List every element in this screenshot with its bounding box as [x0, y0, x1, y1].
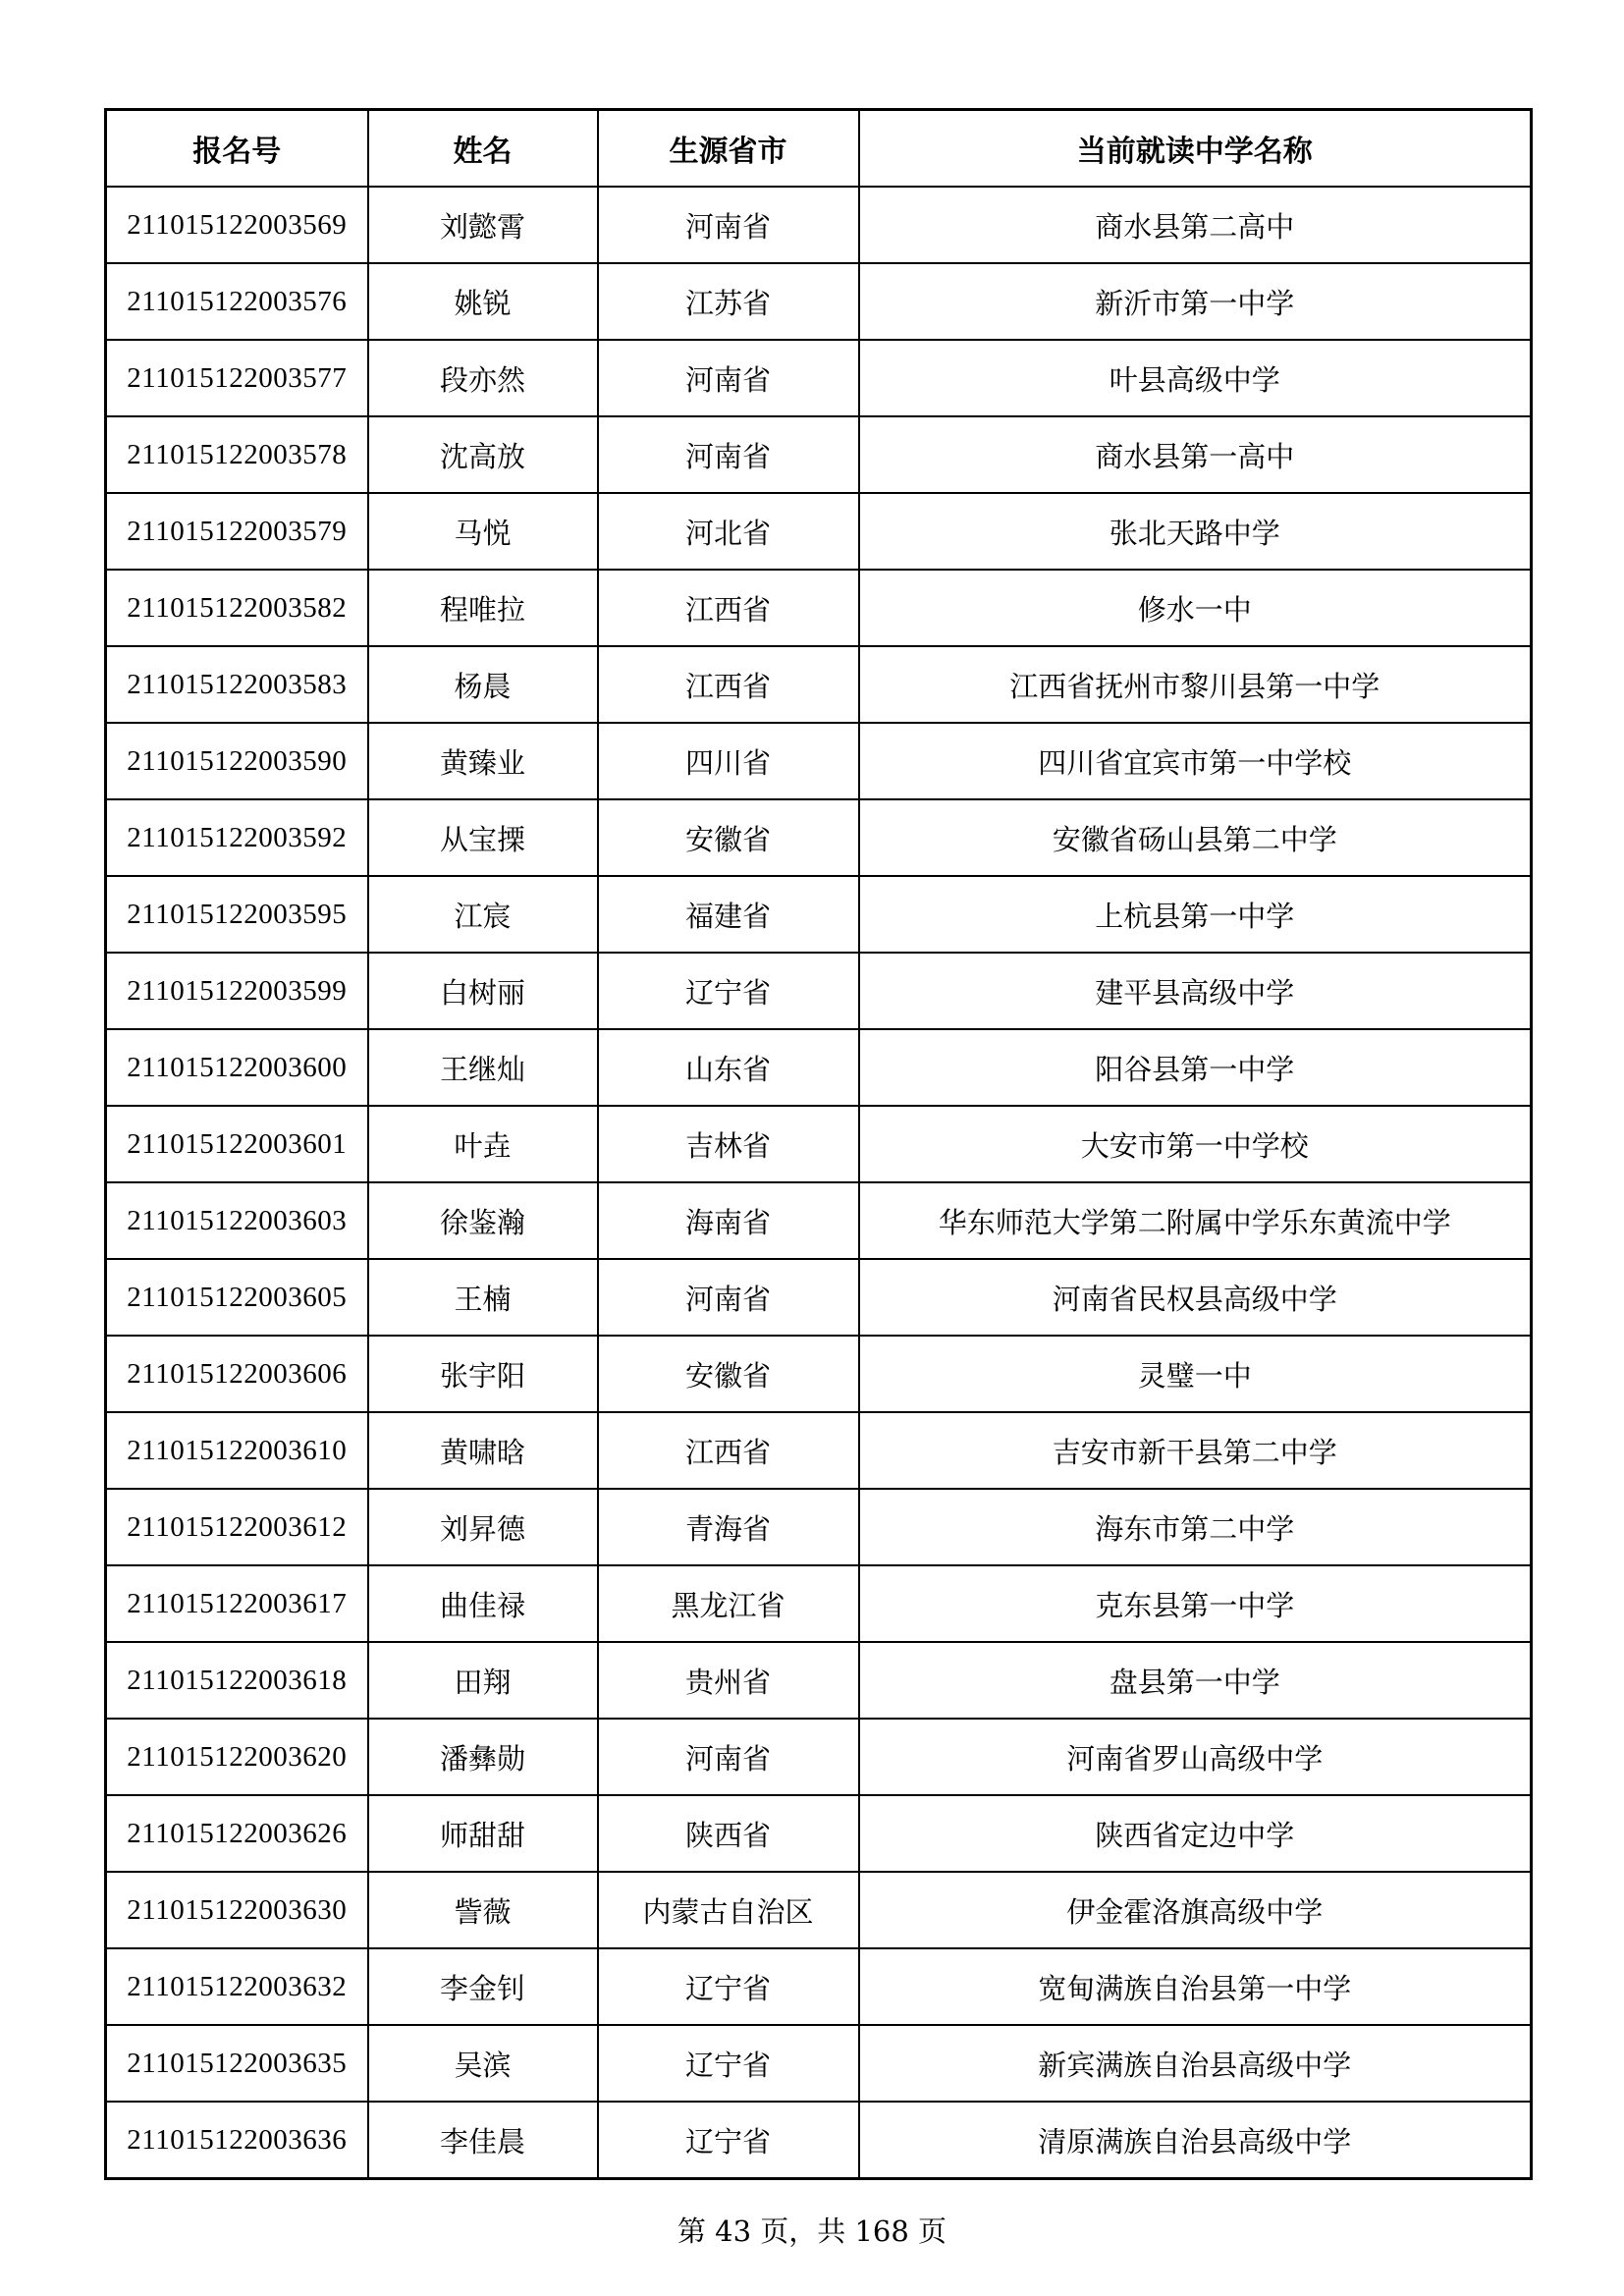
- registration-number-cell: 211015122003569: [106, 187, 368, 263]
- school-name-cell: 商水县第二高中: [859, 187, 1532, 263]
- student-name-cell: 段亦然: [368, 340, 598, 416]
- student-name-cell: 李金钊: [368, 1948, 598, 2025]
- province-cell: 辽宁省: [598, 953, 859, 1029]
- table-row: [106, 187, 1532, 263]
- registration-number-cell: 211015122003599: [106, 953, 368, 1029]
- school-name-cell: 叶县高级中学: [859, 340, 1532, 416]
- table-row: [106, 953, 1532, 1029]
- student-name-cell: 潘彝勋: [368, 1719, 598, 1795]
- registration-number-cell: 211015122003605: [106, 1259, 368, 1336]
- province-cell: 福建省: [598, 876, 859, 953]
- student-name-cell: 姚锐: [368, 263, 598, 340]
- table-row: [106, 799, 1532, 876]
- student-name-cell: 师甜甜: [368, 1795, 598, 1872]
- province-cell: 内蒙古自治区: [598, 1872, 859, 1948]
- student-name-cell: 叶垚: [368, 1106, 598, 1182]
- registration-number-cell: 211015122003630: [106, 1872, 368, 1948]
- registration-number-cell: 211015122003632: [106, 1948, 368, 2025]
- school-name-cell: 吉安市新干县第二中学: [859, 1412, 1532, 1489]
- header-school: 当前就读中学名称: [859, 110, 1532, 188]
- table-row: [106, 1795, 1532, 1872]
- school-name-cell: 商水县第一高中: [859, 416, 1532, 493]
- student-name-cell: 黄臻业: [368, 723, 598, 799]
- table-row: [106, 1029, 1532, 1106]
- school-name-cell: 华东师范大学第二附属中学乐东黄流中学: [859, 1182, 1532, 1259]
- student-name-cell: 李佳晨: [368, 2102, 598, 2179]
- province-cell: 河南省: [598, 416, 859, 493]
- registration-number-cell: 211015122003600: [106, 1029, 368, 1106]
- registration-number-cell: 211015122003617: [106, 1565, 368, 1642]
- roster-table: [104, 108, 1533, 2180]
- table-row: [106, 1565, 1532, 1642]
- registration-number-cell: 211015122003595: [106, 876, 368, 953]
- student-name-cell: 吴滨: [368, 2025, 598, 2102]
- school-name-cell: 伊金霍洛旗高级中学: [859, 1872, 1532, 1948]
- registration-number-cell: 211015122003592: [106, 799, 368, 876]
- header-name: 姓名: [368, 110, 598, 188]
- province-cell: 辽宁省: [598, 1948, 859, 2025]
- header-registration-number: 报名号: [106, 110, 368, 188]
- student-name-cell: 刘昇德: [368, 1489, 598, 1565]
- student-name-cell: 白树丽: [368, 953, 598, 1029]
- registration-number-cell: 211015122003636: [106, 2102, 368, 2179]
- registration-number-cell: 211015122003582: [106, 570, 368, 646]
- student-name-cell: 徐鉴瀚: [368, 1182, 598, 1259]
- province-cell: 海南省: [598, 1182, 859, 1259]
- province-cell: 河北省: [598, 493, 859, 570]
- registration-number-cell: 211015122003610: [106, 1412, 368, 1489]
- school-name-cell: 阳谷县第一中学: [859, 1029, 1532, 1106]
- province-cell: 河南省: [598, 187, 859, 263]
- table-row: [106, 1719, 1532, 1795]
- table-row: [106, 1642, 1532, 1719]
- table-row: [106, 2102, 1532, 2179]
- school-name-cell: 张北天路中学: [859, 493, 1532, 570]
- student-name-cell: 田翔: [368, 1642, 598, 1719]
- student-name-cell: 曲佳禄: [368, 1565, 598, 1642]
- school-name-cell: 江西省抚州市黎川县第一中学: [859, 646, 1532, 723]
- student-name-cell: 訾薇: [368, 1872, 598, 1948]
- table-row: [106, 1948, 1532, 2025]
- province-cell: 江西省: [598, 1412, 859, 1489]
- table-row: [106, 1872, 1532, 1948]
- province-cell: 青海省: [598, 1489, 859, 1565]
- school-name-cell: 盘县第一中学: [859, 1642, 1532, 1719]
- registration-number-cell: 211015122003606: [106, 1336, 368, 1412]
- table-row: [106, 1259, 1532, 1336]
- school-name-cell: 建平县高级中学: [859, 953, 1532, 1029]
- province-cell: 吉林省: [598, 1106, 859, 1182]
- student-name-cell: 杨晨: [368, 646, 598, 723]
- school-name-cell: 河南省民权县高级中学: [859, 1259, 1532, 1336]
- table-row: [106, 1412, 1532, 1489]
- table-row: [106, 493, 1532, 570]
- province-cell: 辽宁省: [598, 2102, 859, 2179]
- table-row: [106, 416, 1532, 493]
- school-name-cell: 克东县第一中学: [859, 1565, 1532, 1642]
- student-name-cell: 沈高放: [368, 416, 598, 493]
- school-name-cell: 新沂市第一中学: [859, 263, 1532, 340]
- province-cell: 江西省: [598, 646, 859, 723]
- registration-number-cell: 211015122003590: [106, 723, 368, 799]
- table-row: [106, 723, 1532, 799]
- table-row: [106, 340, 1532, 416]
- province-cell: 江西省: [598, 570, 859, 646]
- table-row: [106, 1106, 1532, 1182]
- school-name-cell: 河南省罗山高级中学: [859, 1719, 1532, 1795]
- page-footer: 第 43 页，共 168 页: [677, 2214, 947, 2248]
- province-cell: 四川省: [598, 723, 859, 799]
- table-row: [106, 1182, 1532, 1259]
- registration-number-cell: 211015122003583: [106, 646, 368, 723]
- table-row: [106, 2025, 1532, 2102]
- student-name-cell: 刘懿霄: [368, 187, 598, 263]
- table-row: [106, 1336, 1532, 1412]
- registration-number-cell: 211015122003578: [106, 416, 368, 493]
- province-cell: 江苏省: [598, 263, 859, 340]
- province-cell: 河南省: [598, 1259, 859, 1336]
- student-name-cell: 王继灿: [368, 1029, 598, 1106]
- header-province: 生源省市: [598, 110, 859, 188]
- province-cell: 辽宁省: [598, 2025, 859, 2102]
- school-name-cell: 宽甸满族自治县第一中学: [859, 1948, 1532, 2025]
- school-name-cell: 陕西省定边中学: [859, 1795, 1532, 1872]
- table-row: [106, 876, 1532, 953]
- school-name-cell: 海东市第二中学: [859, 1489, 1532, 1565]
- province-cell: 黑龙江省: [598, 1565, 859, 1642]
- table-header: [106, 110, 1532, 188]
- registration-number-cell: 211015122003603: [106, 1182, 368, 1259]
- registration-number-cell: 211015122003620: [106, 1719, 368, 1795]
- student-name-cell: 张宇阳: [368, 1336, 598, 1412]
- registration-number-cell: 211015122003576: [106, 263, 368, 340]
- province-cell: 山东省: [598, 1029, 859, 1106]
- table-row: [106, 570, 1532, 646]
- student-name-cell: 马悦: [368, 493, 598, 570]
- province-cell: 陕西省: [598, 1795, 859, 1872]
- registration-number-cell: 211015122003577: [106, 340, 368, 416]
- school-name-cell: 新宾满族自治县高级中学: [859, 2025, 1532, 2102]
- table-body: [106, 187, 1532, 2179]
- province-cell: 河南省: [598, 340, 859, 416]
- student-name-cell: 江宸: [368, 876, 598, 953]
- student-name-cell: 从宝搮: [368, 799, 598, 876]
- school-name-cell: 清原满族自治县高级中学: [859, 2102, 1532, 2179]
- province-cell: 安徽省: [598, 1336, 859, 1412]
- school-name-cell: 四川省宜宾市第一中学校: [859, 723, 1532, 799]
- registration-number-cell: 211015122003579: [106, 493, 368, 570]
- registration-number-cell: 211015122003601: [106, 1106, 368, 1182]
- table-row: [106, 646, 1532, 723]
- registration-number-cell: 211015122003626: [106, 1795, 368, 1872]
- table-row: [106, 263, 1532, 340]
- student-name-cell: 王楠: [368, 1259, 598, 1336]
- school-name-cell: 上杭县第一中学: [859, 876, 1532, 953]
- province-cell: 安徽省: [598, 799, 859, 876]
- roster-table-container: [104, 108, 1530, 2180]
- header-row: [106, 110, 1532, 188]
- registration-number-cell: 211015122003635: [106, 2025, 368, 2102]
- province-cell: 河南省: [598, 1719, 859, 1795]
- school-name-cell: 安徽省砀山县第二中学: [859, 799, 1532, 876]
- province-cell: 贵州省: [598, 1642, 859, 1719]
- school-name-cell: 灵璧一中: [859, 1336, 1532, 1412]
- table-row: [106, 1489, 1532, 1565]
- school-name-cell: 修水一中: [859, 570, 1532, 646]
- student-name-cell: 黄啸晗: [368, 1412, 598, 1489]
- student-name-cell: 程唯拉: [368, 570, 598, 646]
- registration-number-cell: 211015122003618: [106, 1642, 368, 1719]
- school-name-cell: 大安市第一中学校: [859, 1106, 1532, 1182]
- registration-number-cell: 211015122003612: [106, 1489, 368, 1565]
